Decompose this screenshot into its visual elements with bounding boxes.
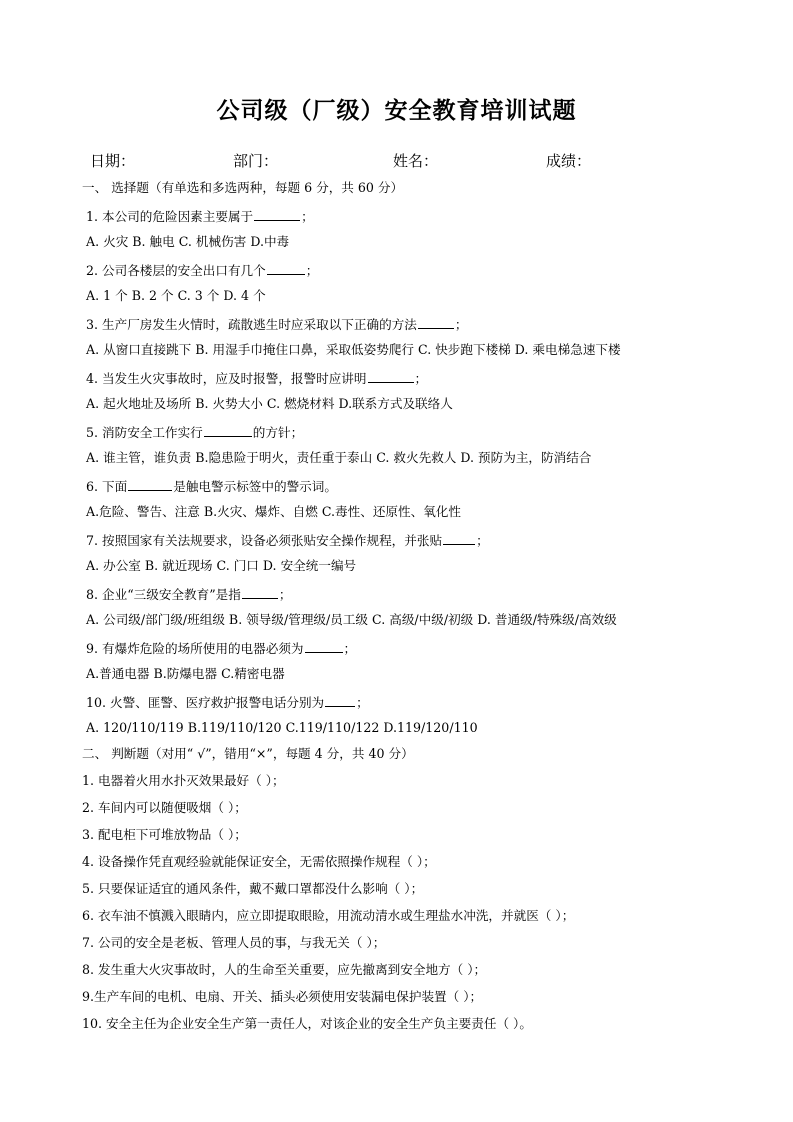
question-5-options: A. 谁主管，谁负责 B.隐患险于明火，责任重于泰山 C. 救火先救人 D. 预防为主，防消结合 <box>86 450 592 465</box>
question-6 <box>86 477 337 495</box>
answer-blank <box>418 315 454 329</box>
judgment-item-7: 7. 公司的安全是老板、管理人员的事，与我无关（ ）； <box>82 935 386 950</box>
answer-blank <box>128 477 172 491</box>
answer-blank <box>443 531 475 545</box>
question-9-suffix: ； <box>343 641 357 656</box>
question-10-options: A. 120/110/119 B.119/110/120 C.119/110/122 D.119/120/110 <box>86 720 478 735</box>
question-6-text: 6. 下面 <box>86 479 128 494</box>
answer-blank <box>305 639 343 653</box>
question-3-suffix: ； <box>454 317 468 332</box>
judgment-item-1: 1. 电器着火用水扑灭效果最好（ ）； <box>82 773 285 788</box>
question-8-text: 8. 企业“三级安全教育”是指 <box>86 587 241 602</box>
judgment-item-6: 6. 衣车油不慎溅入眼睛内，应立即提取眼睑，用流动清水或生理盐水冲洗，并就医（ ）； <box>82 908 575 923</box>
question-4 <box>86 369 427 387</box>
question-2-text: 2. 公司各楼层的安全出口有几个 <box>86 263 266 278</box>
question-7 <box>86 531 489 549</box>
question-1 <box>86 207 314 225</box>
question-5 <box>86 423 303 441</box>
answer-blank <box>242 585 278 599</box>
question-8 <box>86 585 291 603</box>
question-3 <box>86 315 467 333</box>
question-7-options: A. 办公室 B. 就近现场 C. 门口 D. 安全统一编号 <box>86 558 357 573</box>
question-9-text: 9. 有爆炸危险的场所使用的电器必须为 <box>86 641 304 656</box>
question-9 <box>86 639 356 657</box>
question-1-suffix: ； <box>301 209 314 224</box>
answer-blank <box>254 207 300 221</box>
score-label: 成绩： <box>546 152 592 170</box>
question-5-text: 5. 消防安全工作实行 <box>86 425 203 440</box>
answer-blank <box>325 693 355 707</box>
question-2-options: A. 1 个 B. 2 个 C. 3 个 D. 4 个 <box>86 288 266 303</box>
question-4-options: A. 起火地址及场所 B. 火势大小 C. 燃烧材料 D.联系方式及联络人 <box>86 396 453 411</box>
department-label: 部门： <box>233 152 279 170</box>
question-1-options: A. 火灾 B. 触电 C. 机械伤害 D.中毒 <box>86 234 290 249</box>
question-1-text: 1. 本公司的危险因素主要属于 <box>86 209 254 224</box>
question-8-options: A. 公司级/部门级/班组级 B. 领导级/管理级/员工级 C. 高级/中级/初级 D. 普通级/特殊级/高效级 <box>86 612 617 627</box>
judgment-item-4: 4. 设备操作凭直观经验就能保证安全，无需依照操作规程（ ）； <box>82 854 436 869</box>
section1-heading: 一、 选择题（有单选和多选两种，每题 6 分，共 60 分） <box>82 180 404 195</box>
page-title: 公司级（厂级）安全教育培训试题 <box>216 97 577 124</box>
answer-blank <box>267 261 305 275</box>
question-3-text: 3. 生产厂房发生火情时，疏散逃生时应采取以下正确的方法 <box>86 317 417 332</box>
question-3-options: A. 从窗口直接跳下 B. 用湿手巾掩住口鼻，采取低姿势爬行 C. 快步跑下楼梯 D. 乘电梯急速下楼 <box>86 342 621 357</box>
name-label: 姓名： <box>393 152 439 170</box>
question-10 <box>86 693 369 711</box>
question-2 <box>86 261 318 279</box>
answer-blank <box>204 423 252 437</box>
judgment-item-5: 5. 只要保证适宜的通风条件，戴不戴口罩都没什么影响（ ）； <box>82 881 424 896</box>
question-4-suffix: ； <box>414 371 428 386</box>
judgment-item-3: 3. 配电柜下可堆放物品（ ）； <box>82 827 247 842</box>
question-10-suffix: ； <box>356 695 369 710</box>
judgment-item-8: 8. 发生重大火灾事故时，人的生命至关重要，应先撤离到安全地方（ ）； <box>82 962 487 977</box>
question-6-options: A.危险、警告、注意 B.火灾、爆炸、自燃 C.毒性、还原性、氧化性 <box>86 504 461 519</box>
question-8-suffix: ； <box>278 587 292 602</box>
question-5-suffix: 的方针； <box>252 425 304 440</box>
question-6-suffix: 是触电警示标签中的警示词。 <box>173 479 337 494</box>
question-4-text: 4. 当发生火灾事故时，应及时报警，报警时应讲明 <box>86 371 367 386</box>
question-7-text: 7. 按照国家有关法规要求，设备必须张贴安全操作规程，并张贴 <box>86 533 443 548</box>
answer-blank <box>368 369 414 383</box>
judgment-item-2: 2. 车间内可以随便吸烟（ ）； <box>82 800 247 815</box>
judgment-item-10: 10. 安全主任为企业安全生产第一责任人，对该企业的安全生产负主要责任（ ）。 <box>82 1016 532 1031</box>
date-label: 日期： <box>90 152 136 170</box>
question-2-suffix: ； <box>305 263 319 278</box>
section2-heading: 二、 判断题（对用“ √”，错用“×”，每题 4 分，共 40 分） <box>82 746 414 761</box>
question-10-text: 10. 火警、匪警、医疗救护报警电话分别为 <box>86 695 325 710</box>
question-7-suffix: ； <box>476 533 489 548</box>
judgment-item-9: 9.生产车间的电机、电扇、开关、插头必须使用安装漏电保护装置（ ）； <box>82 989 483 1004</box>
question-9-options: A.普通电器 B.防爆电器 C.精密电器 <box>86 666 285 681</box>
